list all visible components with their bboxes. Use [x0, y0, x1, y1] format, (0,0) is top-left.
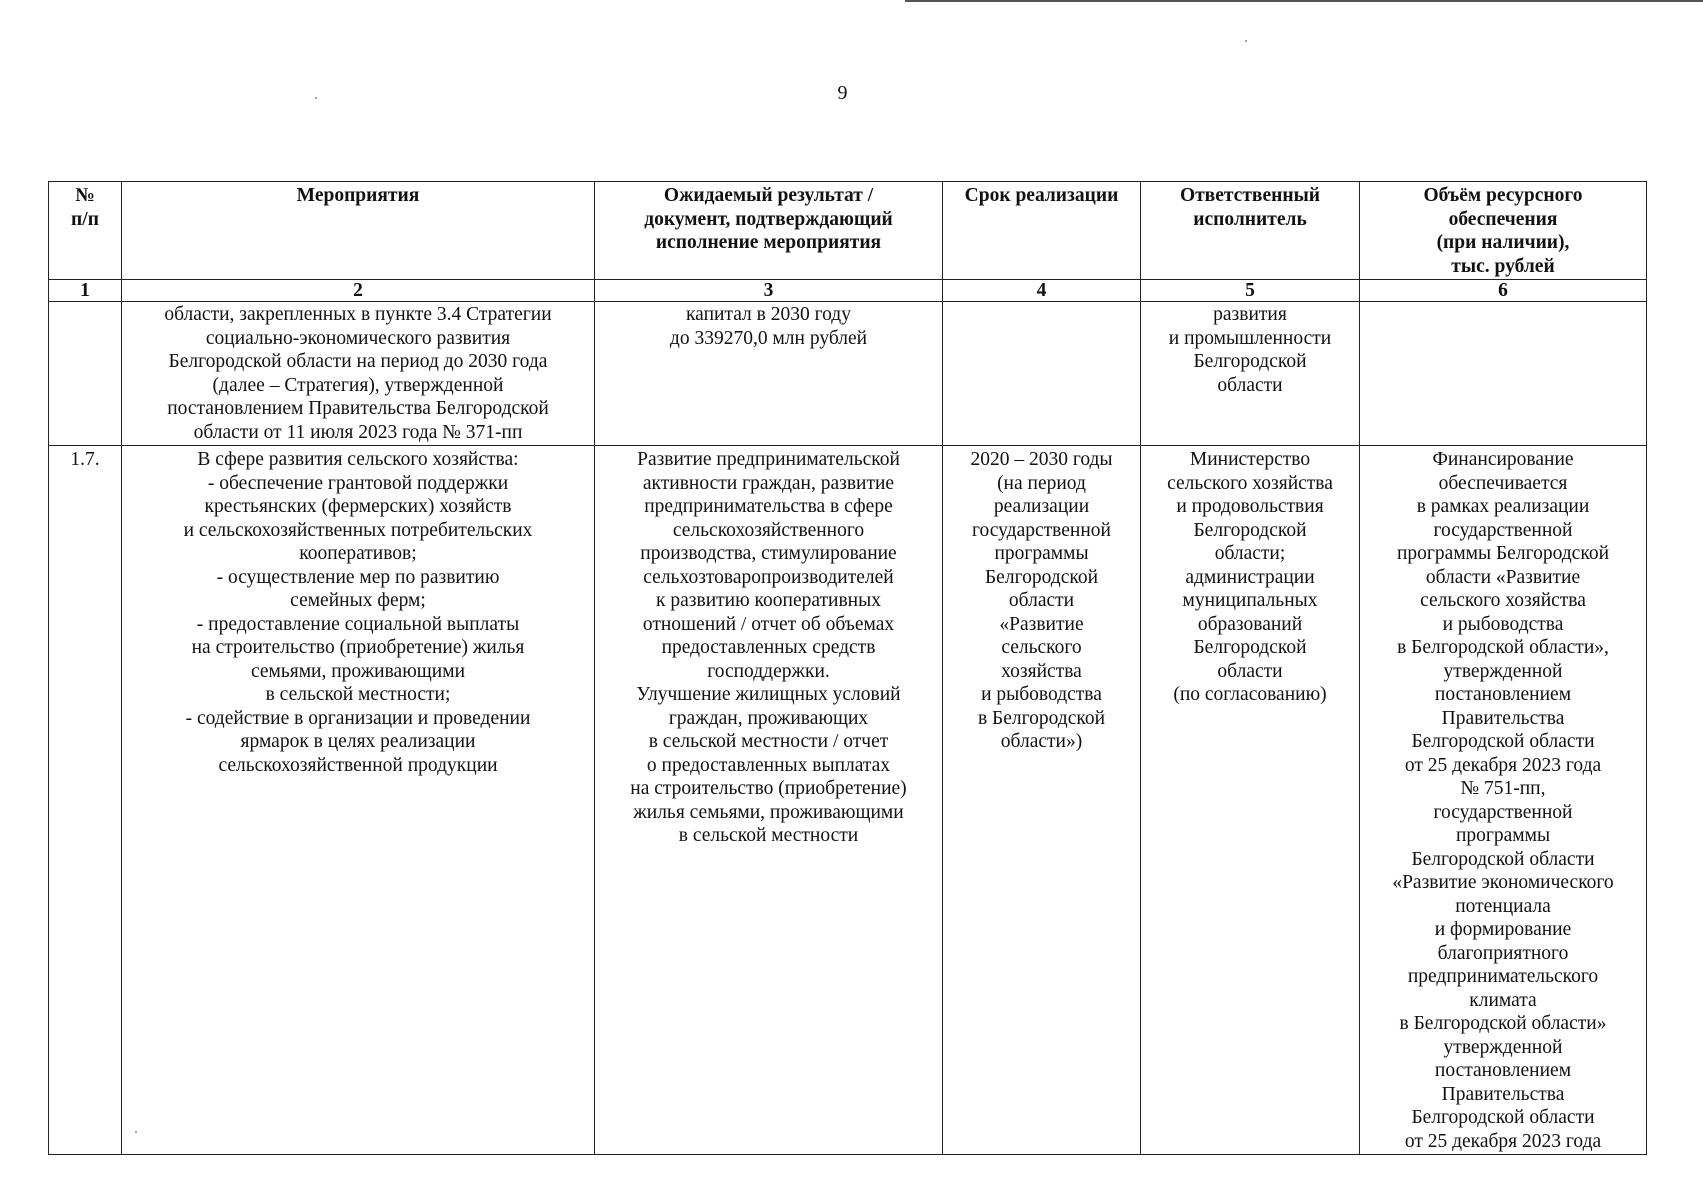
- activities-table: [48, 181, 1647, 1155]
- row-activity: области, закрепленных в пункте 3.4 Стратегии социально-экономического развития Белгородской области на период до 2030 года (далее – Стратегия), утвержденной постановлением Правительства Белгородской области от 11 июля 2023 года № 371-пп: [122, 302, 595, 446]
- row-funding: Финансирование обеспечивается в рамках реализации государственной программы Белгородской области «Развитие сельского хозяйства и рыбоводства в Белгородской области», утвержденной постановлением Правительства Белгородской области от 25 декабря 2023 года № 751-пп, государственной программы Белгородской области «Развитие экономического потенциала и формирование благоприятного предпринимательского климата в Белгородской области» утвержденной постановлением Правительства Белгородской области от 25 декабря 2023 года: [1360, 446, 1647, 1155]
- header-term: Срок реализации: [943, 182, 1141, 280]
- column-number: 5: [1141, 280, 1360, 302]
- scan-top-rule: [905, 0, 1703, 2]
- header-expected-result: Ожидаемый результат / документ, подтверждающий исполнение мероприятия: [595, 182, 943, 280]
- header-executor: Ответственный исполнитель: [1141, 182, 1360, 280]
- page-number: 9: [837, 82, 848, 104]
- header-number: № п/п: [49, 182, 122, 280]
- column-number: 4: [943, 280, 1141, 302]
- row-number: 1.7.: [49, 446, 122, 1155]
- row-term: [943, 302, 1141, 446]
- row-term: 2020 – 2030 годы (на период реализации государственной программы Белгородской области «Развитие сельского хозяйства и рыбоводства в Белгородской области»): [943, 446, 1141, 1155]
- table-header-row: [49, 182, 1647, 280]
- row-result: капитал в 2030 году до 339270,0 млн рублей: [595, 302, 943, 446]
- header-funding: Объём ресурсного обеспечения (при наличии), тыс. рублей: [1360, 182, 1647, 280]
- column-number: 2: [122, 280, 595, 302]
- column-number: 3: [595, 280, 943, 302]
- row-executor: развития и промышленности Белгородской области: [1141, 302, 1360, 446]
- row-result: Развитие предпринимательской активности граждан, развитие предпринимательства в сфере сельскохозяйственного производства, стимулирование сельхозтоваропроизводителей к развитию кооперативных отношений / отчет об объемах предоставленных средств господдержки. Улучшение жилищных условий граждан, проживающих в сельской местности / отчет о предоставленных выплатах на строительство (приобретение) жилья семьями, проживающими в сельской местности: [595, 446, 943, 1155]
- table-row: [49, 446, 1647, 1155]
- header-activities: Мероприятия: [122, 182, 595, 280]
- row-executor: Министерство сельского хозяйства и продовольствия Белгородской области; администрации муниципальных образований Белгородской области (по согласованию): [1141, 446, 1360, 1155]
- column-number: 1: [49, 280, 122, 302]
- column-numbers-row: [49, 280, 1647, 302]
- row-activity: В сфере развития сельского хозяйства: - обеспечение грантовой поддержки крестьянских (фермерских) хозяйств и сельскохозяйственных потребительских кооперативов; - осуществление мер по развитию семейных ферм; - предоставление социальной выплаты на строительство (приобретение) жилья семьями, проживающими в сельской местности; - содействие в организации и проведении ярмарок в целях реализации сельскохозяйственной продукции: [122, 446, 595, 1155]
- table-row: [49, 302, 1647, 446]
- row-funding: [1360, 302, 1647, 446]
- scan-speck: [1245, 40, 1247, 42]
- column-number: 6: [1360, 280, 1647, 302]
- row-number: [49, 302, 122, 446]
